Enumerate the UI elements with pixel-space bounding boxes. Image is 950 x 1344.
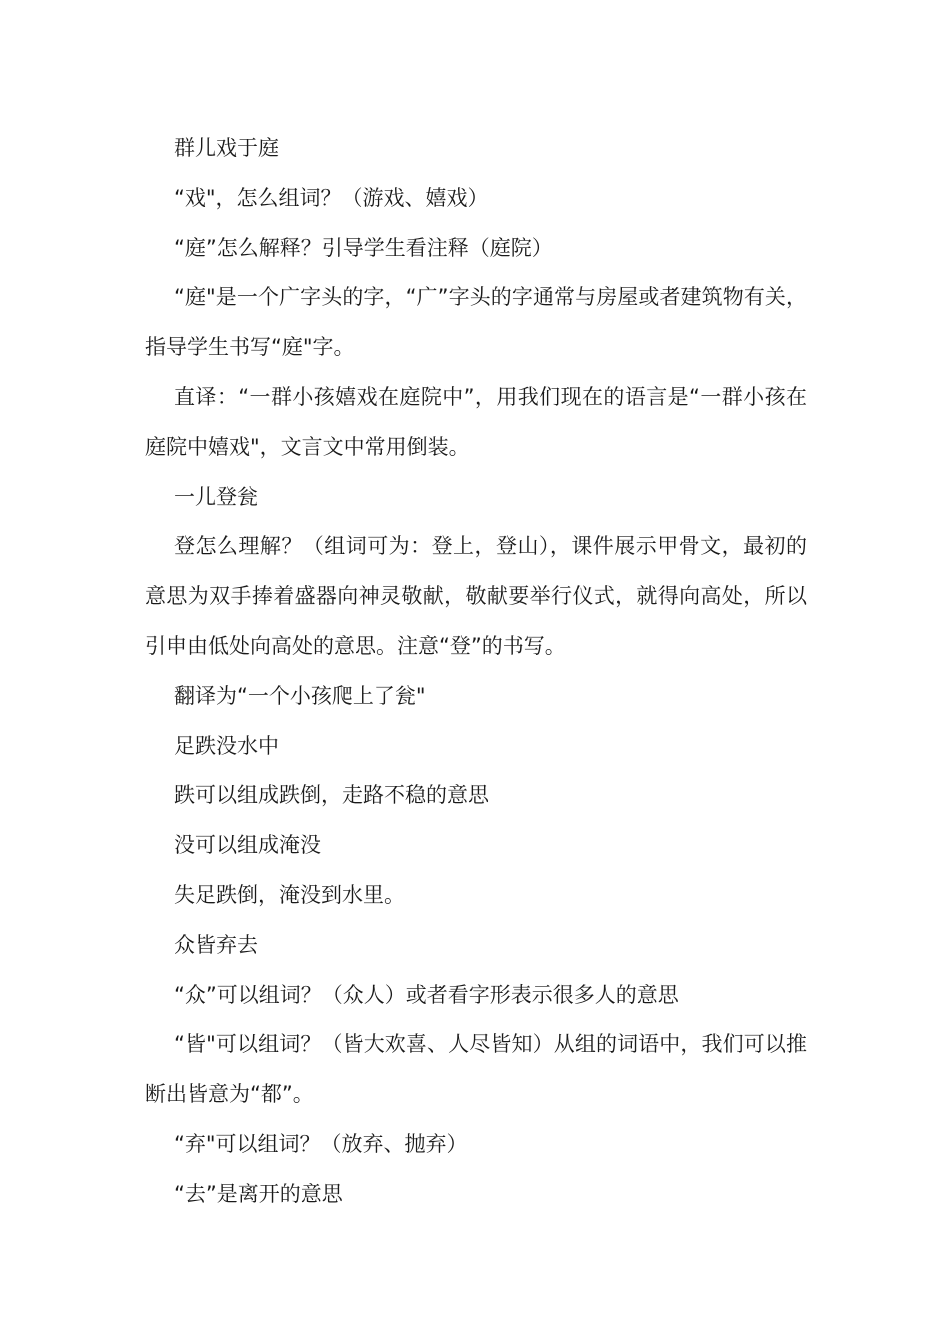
paragraph: 没可以组成淹没 <box>174 833 321 858</box>
paragraph: “庭"是一个广字头的字，“广”字头的字通常与房屋或者建筑物有关，指导学生书写“庭"字。 <box>145 285 807 360</box>
paragraph: 直译：“一群小孩嬉戏在庭院中”，用我们现在的语言是“一群小孩在庭院中嬉戏"，文言文中常用倒装。 <box>145 384 807 459</box>
paragraph: “弃"可以组词？（放弃、抛弃） <box>174 1131 468 1156</box>
paragraph: 翻译为“一个小孩爬上了瓮" <box>174 683 426 708</box>
paragraph: 跌可以组成跌倒，走路不稳的意思 <box>174 783 489 808</box>
paragraph: 众皆弃去 <box>174 932 258 957</box>
paragraph: 登怎么理解？（组词可为：登上，登山），课件展示甲骨文，最初的意思为双手捧着盛器向神灵敬献，敬献要举行仪式，就得向高处，所以引申由低处向高处的意思。注意“登”的书写。 <box>145 534 807 658</box>
paragraph: “庭”怎么解释？引导学生看注释（庭院） <box>174 235 553 260</box>
paragraph: 失足跌倒，淹没到水里。 <box>174 882 405 907</box>
document-body <box>145 124 807 1220</box>
paragraph: 足跌没水中 <box>174 733 279 758</box>
paragraph: “去”是离开的意思 <box>174 1181 343 1206</box>
paragraph: 一儿登瓮 <box>174 484 258 509</box>
paragraph: “皆"可以组词？（皆大欢喜、人尽皆知）从组的词语中，我们可以推断出皆意为“都”。 <box>145 1032 807 1107</box>
paragraph: “戏"，怎么组词？（游戏、嬉戏） <box>174 185 489 210</box>
paragraph: “众”可以组词？（众人）或者看字形表示很多人的意思 <box>174 982 679 1007</box>
paragraph: 群儿戏于庭 <box>174 136 279 160</box>
